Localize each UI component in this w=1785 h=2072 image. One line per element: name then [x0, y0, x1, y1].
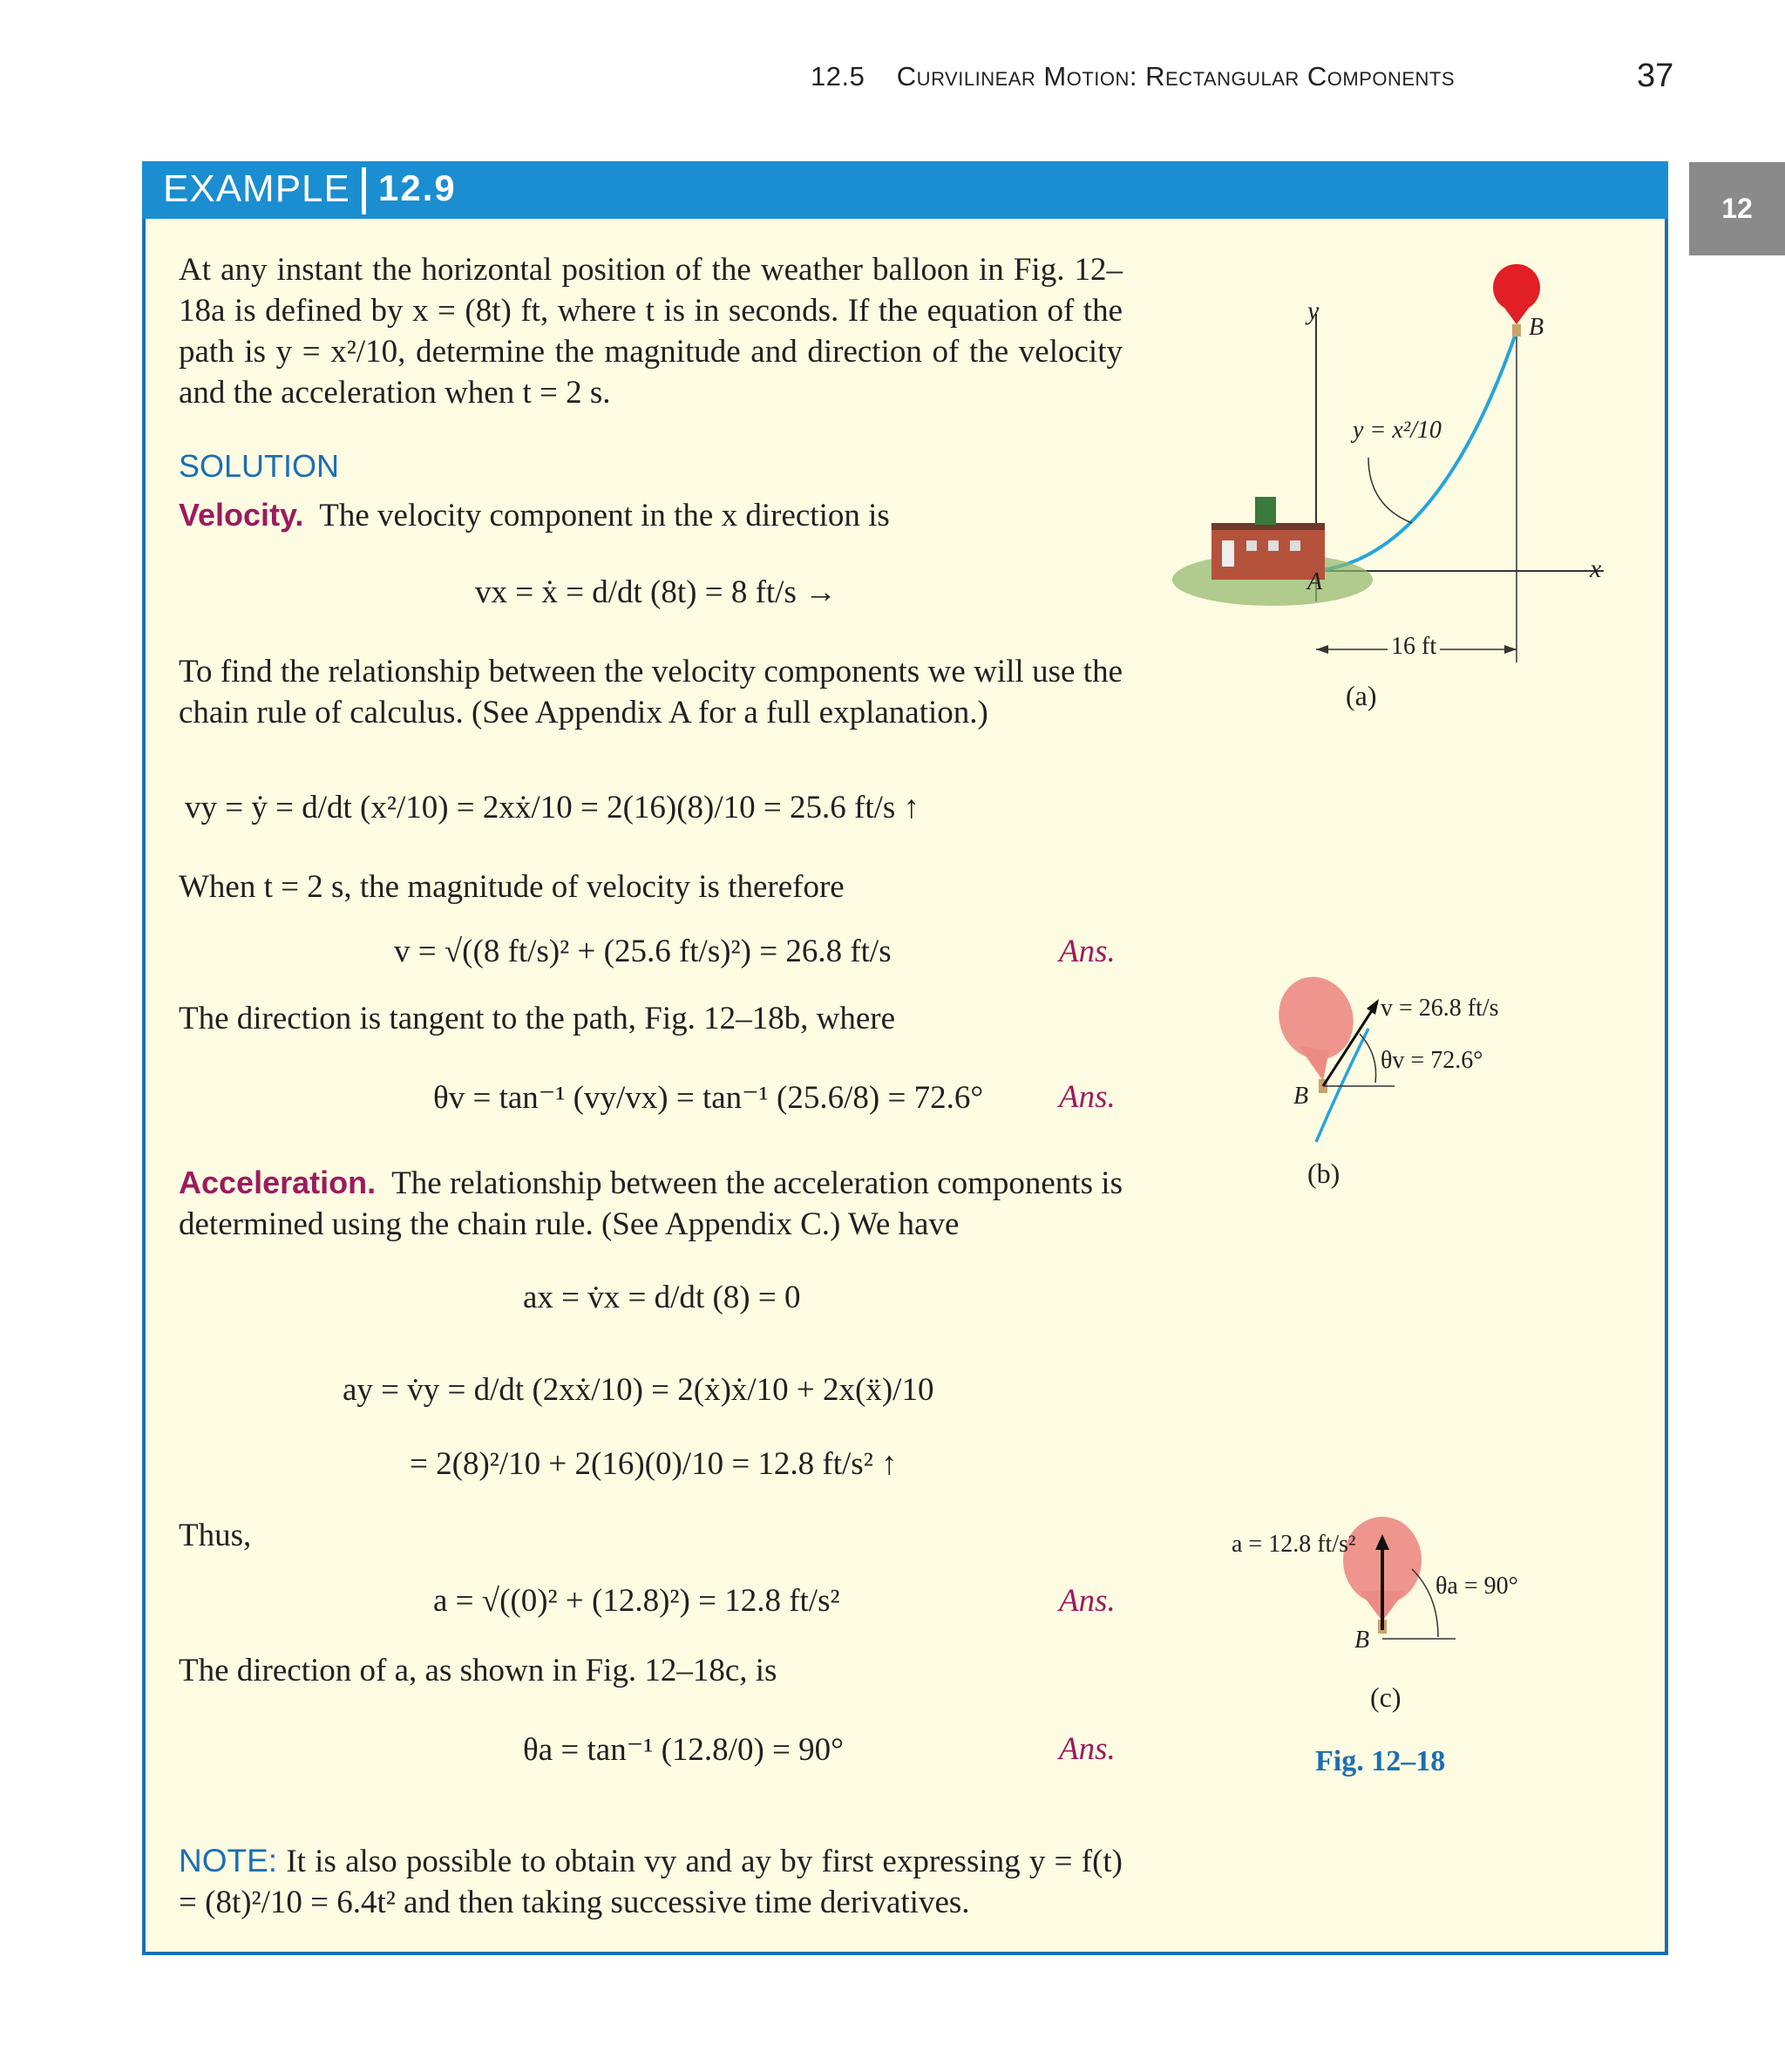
- solution-heading: SOLUTION: [179, 448, 340, 484]
- equation-ay-result: = 2(8)²/10 + 2(16)(0)/10 = 12.8 ft/s² ↑: [410, 1446, 898, 1482]
- theta-a-label: θa = 90°: [1435, 1573, 1518, 1600]
- example-number: 12.9: [378, 167, 457, 208]
- equation-vx: vx = ẋ = d/dt (8t) = 8 ft/s →: [475, 574, 838, 610]
- figure-12-18: [1150, 244, 1639, 1804]
- point-b-label: B: [1529, 314, 1544, 341]
- equation-ax: ax = v̇x = d/dt (8) = 0: [523, 1280, 801, 1315]
- velocity-heading: Velocity.: [179, 497, 304, 533]
- chain-rule-text: To find the relationship between the velocity components we will use the chain rule of calculus. (See Appendix A for a full explanation.): [179, 654, 1123, 730]
- point-b-label-b: B: [1293, 1083, 1309, 1110]
- page-number: 37: [1637, 58, 1674, 94]
- velocity-label: v = 26.8 ft/s: [1381, 995, 1499, 1022]
- running-head: [811, 61, 1455, 92]
- thus-text: Thus,: [179, 1518, 252, 1553]
- x-axis-label: x: [1590, 554, 1602, 583]
- equation-theta-a: θa = tan⁻¹ (12.8/0) = 90°: [523, 1732, 844, 1768]
- answer-label: Ans.: [1059, 1583, 1116, 1619]
- velocity-direction-text: The direction is tangent to the path, Fig. 12–18b, where: [179, 1001, 896, 1036]
- acceleration-heading: Acceleration.: [179, 1165, 377, 1200]
- acceleration-direction-text: The direction of a, as shown in Fig. 12–18c, is: [179, 1653, 777, 1688]
- path-equation-label: y = x²/10: [1353, 417, 1442, 444]
- note-label: NOTE:: [179, 1843, 278, 1878]
- balloon-path-curve: [1316, 331, 1517, 571]
- equation-vy: vy = ẏ = d/dt (x²/10) = 2xẋ/10 = 2(16)(8)/10 = 25.6 ft/s ↑: [185, 790, 920, 825]
- equation-ay: ay = v̇y = d/dt (2xẋ/10) = 2(ẋ)ẋ/10 + 2x(ẍ)/10: [343, 1372, 934, 1408]
- equation-a: a = √((0)² + (12.8)²) = 12.8 ft/s²: [433, 1583, 840, 1619]
- velocity-intro: The velocity component in the x direction is: [319, 498, 890, 533]
- section-title: Curvilinear Motion: Rectangular Components: [896, 61, 1456, 92]
- acceleration-label: a = 12.8 ft/s²: [1232, 1531, 1356, 1558]
- section-number: 12.5: [811, 61, 865, 92]
- point-a-label: A: [1307, 568, 1323, 595]
- point-b-label-c: B: [1354, 1627, 1370, 1654]
- acceleration-intro: The relationship between the acceleration components is determined using the chain rule. (See Appendix C.) We have: [179, 1165, 1123, 1242]
- example-separator: [362, 167, 366, 214]
- problem-statement: At any instant the horizontal position of the weather balloon in Fig. 12–18a is defined by x = (8t) ft, where t is in seconds. If the equation of the path is y = x²/10, determine the magnitude and direction of the velocity and the acceleration when t = 2 s.: [179, 252, 1123, 411]
- theta-v-label: θv = 72.6°: [1381, 1047, 1483, 1074]
- answer-label: Ans.: [1059, 1079, 1116, 1115]
- figure-b: [1267, 967, 1395, 1142]
- equation-leader-line: [1368, 458, 1412, 523]
- velocity-magnitude-text: When t = 2 s, the magnitude of velocity is therefore: [179, 869, 845, 905]
- building-illustration: [1172, 497, 1373, 606]
- equation-v: v = √((8 ft/s)² + (25.6 ft/s)²) = 26.8 ft/s: [394, 934, 892, 969]
- example-label: EXAMPLE: [163, 167, 350, 210]
- y-axis-label: y: [1307, 296, 1320, 325]
- note-text: It is also possible to obtain vy and ay by first expressing y = f(t) = (8t)²/10 = 6.4t² and then taking successive time derivatives.: [179, 1844, 1123, 1920]
- figure-title: Fig. 12–18: [1315, 1745, 1446, 1777]
- answer-label: Ans.: [1059, 934, 1116, 969]
- chapter-tab: 12: [1689, 162, 1785, 255]
- answer-label: Ans.: [1059, 1731, 1116, 1767]
- caption-b: (b): [1307, 1158, 1340, 1189]
- caption-c: (c): [1370, 1681, 1402, 1713]
- dimension-label: 16 ft: [1388, 633, 1440, 661]
- equation-theta-v: θv = tan⁻¹ (vy/vx) = tan⁻¹ (25.6/8) = 72.6°: [433, 1080, 984, 1116]
- caption-a: (a): [1346, 680, 1377, 711]
- example-header: [142, 161, 1668, 219]
